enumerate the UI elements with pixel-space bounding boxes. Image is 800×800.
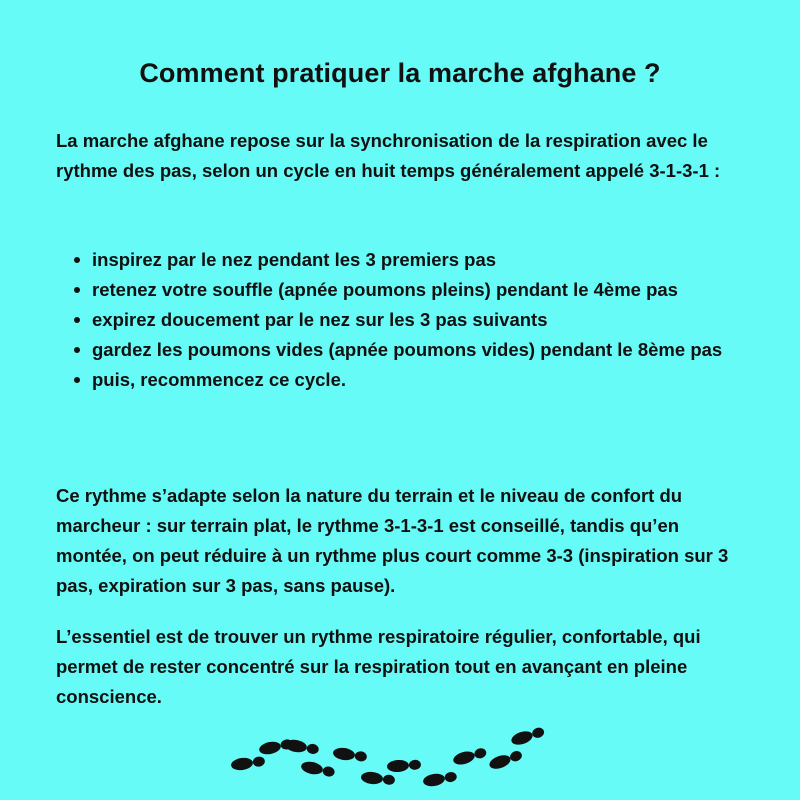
list-item: puis, recommencez ce cycle. [56,365,746,395]
rhythm-paragraph: Ce rythme s’adapte selon la nature du terrain et le niveau de confort du marcheur : sur terrain plat, le rythme 3-1-3-1 est conseillé, tandis qu’en montée, on peut réduire à un rythme plus court comme 3-3 (inspiration sur 3 pas, expiration sur 3 pas, sans pause). [56,485,729,596]
steps-list [56,245,746,395]
list-item: gardez les poumons vides (apnée poumons vides) pendant le 8ème pas [56,335,746,365]
essential-paragraph: L’essentiel est de trouver un rythme respiratoire régulier, confortable, qui permet de rester concentré sur la respiration tout en avançant en pleine conscience. [56,626,701,707]
footprints-icon [230,722,570,792]
list-item: retenez votre souffle (apnée poumons pleins) pendant le 4ème pas [56,275,746,305]
page-title: Comment pratiquer la marche afghane ? [139,58,661,88]
list-item: inspirez par le nez pendant les 3 premiers pas [56,245,746,275]
intro-paragraph: La marche afghane repose sur la synchronisation de la respiration avec le rythme des pas, selon un cycle en huit temps généralement appelé 3-1-3-1 : [56,130,721,181]
list-item: expirez doucement par le nez sur les 3 pas suivants [56,305,746,335]
